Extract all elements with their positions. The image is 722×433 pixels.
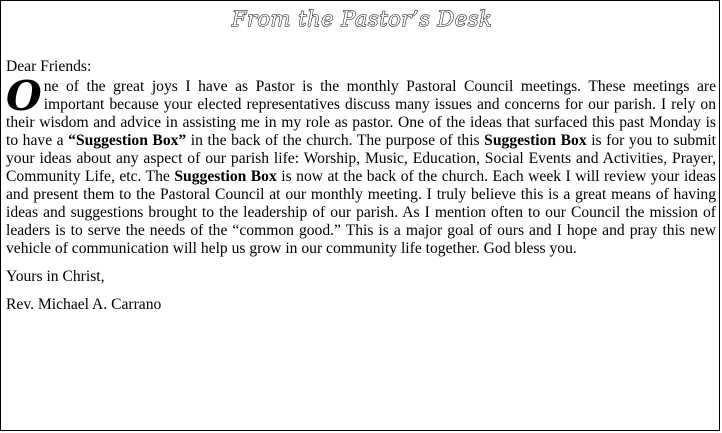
article-title: From the Pastor’s Desk: [231, 7, 493, 31]
body-segment-bold: “Suggestion Box”: [68, 132, 187, 149]
closing: Yours in Christ,: [6, 268, 105, 285]
body-paragraph: [6, 72, 716, 258]
body-segment-bold: Suggestion Box: [484, 132, 587, 149]
body-segment-bold: Suggestion Box: [174, 168, 277, 185]
body-segment: ne of the great joys I have as Pastor is the monthly Pastoral Council meetings. These meetings are important because your elected representatives discuss many issues and concerns for our parish. I rely on their wisdom and advice in assisting me in my role as pastor. One of the ideas that surfaced this past Monday is to have a: [6, 78, 716, 149]
drop-cap: O: [6, 72, 42, 120]
signature: Rev. Michael A. Carrano: [6, 296, 162, 313]
article-content: [6, 58, 716, 314]
body-segment: in the back of the church. The purpose of this: [186, 132, 485, 149]
body-segment: is for you to submit your ideas about any aspect of our parish life: Worship, Music, Education, Social Events and Activities, Prayer, Community Life, etc. The: [6, 132, 716, 185]
greeting: Dear Friends:: [6, 58, 92, 75]
body-segment: is now at the back of the church. Each week I will review your ideas and present them to the Pastoral Council at our monthly meeting. I truly believe this is a great means of having ideas and suggestions brought to the leadership of our parish. As I mention often to our Council the mission of leaders is to serve the needs of the “common good.” This is a major goal of ours and I hope and pray this new vehicle of communication will help us grow in our community life together. God bless you.: [6, 168, 716, 257]
